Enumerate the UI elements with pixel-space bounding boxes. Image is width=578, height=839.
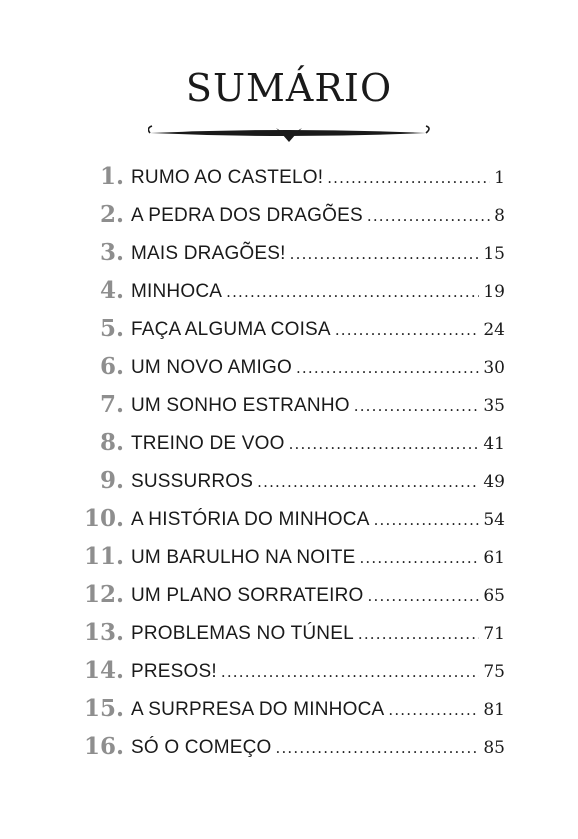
dot-leader — [327, 169, 490, 187]
chapter-number: 15. — [83, 695, 124, 722]
toc-entry — [0, 160, 578, 198]
toc-entry — [0, 236, 578, 274]
page-number: 1 — [494, 168, 505, 188]
page-number: 35 — [483, 396, 505, 416]
dot-leader — [368, 587, 480, 605]
toc-entry — [0, 654, 578, 692]
page-number: 8 — [494, 206, 505, 226]
chapter-title: A HISTÓRIA DO MINHOCA — [131, 509, 370, 530]
dot-leader — [257, 473, 479, 491]
page-number: 85 — [483, 738, 505, 758]
toc-entry — [0, 730, 578, 768]
page-number: 75 — [483, 662, 505, 682]
chapter-title: PROBLEMAS NO TÚNEL — [131, 623, 354, 644]
chapter-title: A PEDRA DOS DRAGÕES — [131, 205, 363, 226]
page-number: 24 — [483, 320, 505, 340]
chapter-number: 9. — [99, 467, 124, 494]
dot-leader — [367, 207, 490, 225]
chapter-title: UM PLANO SORRATEIRO — [131, 585, 364, 606]
chapter-title: A SURPRESA DO MINHOCA — [131, 699, 385, 720]
chapter-title: UM NOVO AMIGO — [131, 357, 292, 378]
chapter-number: 2. — [99, 201, 124, 228]
chapter-title: MINHOCA — [131, 281, 223, 302]
page-number: 19 — [483, 282, 505, 302]
chapter-number: 14. — [83, 657, 124, 684]
dot-leader — [221, 663, 479, 681]
title-ornament — [148, 122, 430, 146]
dot-leader — [296, 359, 479, 377]
page-number: 65 — [483, 586, 505, 606]
page-number: 71 — [483, 624, 505, 644]
toc-entry — [0, 388, 578, 426]
chapter-title: MAIS DRAGÕES! — [131, 243, 286, 264]
chapter-number: 1. — [99, 163, 124, 190]
dot-leader — [335, 321, 480, 339]
chapter-title: TREINO DE VOO — [131, 433, 285, 454]
chapter-number: 6. — [99, 353, 124, 380]
chapter-number: 4. — [99, 277, 124, 304]
toc-entry — [0, 540, 578, 578]
page-number: 54 — [483, 510, 505, 530]
chapter-title: UM SONHO ESTRANHO — [131, 395, 350, 416]
toc-entry — [0, 692, 578, 730]
chapter-number: 5. — [99, 315, 124, 342]
dot-leader — [290, 245, 480, 263]
chapter-number: 7. — [99, 391, 124, 418]
chapter-title: UM BARULHO NA NOITE — [131, 547, 356, 568]
dot-leader — [289, 435, 480, 453]
toc-entry — [0, 312, 578, 350]
dot-leader — [354, 397, 480, 415]
dot-leader — [226, 283, 479, 301]
dot-leader — [359, 549, 479, 567]
toc-entry — [0, 274, 578, 312]
page-number: 49 — [483, 472, 505, 492]
toc-entry — [0, 426, 578, 464]
page-number: 81 — [483, 700, 505, 720]
toc-entry — [0, 616, 578, 654]
dot-leader — [358, 625, 479, 643]
chapter-number: 3. — [99, 239, 124, 266]
dot-leader — [276, 739, 480, 757]
chapter-title: FAÇA ALGUMA COISA — [131, 319, 331, 340]
chapter-number: 11. — [83, 543, 124, 570]
chapter-title: SÓ O COMEÇO — [131, 737, 272, 758]
chapter-number: 10. — [83, 505, 124, 532]
page-number: 15 — [483, 244, 505, 264]
chapter-title: SUSSURROS — [131, 471, 254, 492]
toc-entry — [0, 350, 578, 388]
page-number: 41 — [483, 434, 505, 454]
chapter-number: 12. — [83, 581, 124, 608]
chapter-title: PRESOS! — [131, 661, 217, 682]
dot-leader — [388, 701, 479, 719]
toc-entry — [0, 578, 578, 616]
chapter-number: 8. — [99, 429, 124, 456]
toc-entry — [0, 198, 578, 236]
chapter-title: RUMO AO CASTELO! — [131, 167, 324, 188]
toc-entry — [0, 502, 578, 540]
page-number: 61 — [483, 548, 505, 568]
chapter-number: 16. — [83, 733, 124, 760]
page-number: 30 — [483, 358, 505, 378]
dot-leader — [374, 511, 480, 529]
page-title: SUMÁRIO — [185, 66, 393, 110]
toc-entry — [0, 464, 578, 502]
chapter-number: 13. — [83, 619, 124, 646]
